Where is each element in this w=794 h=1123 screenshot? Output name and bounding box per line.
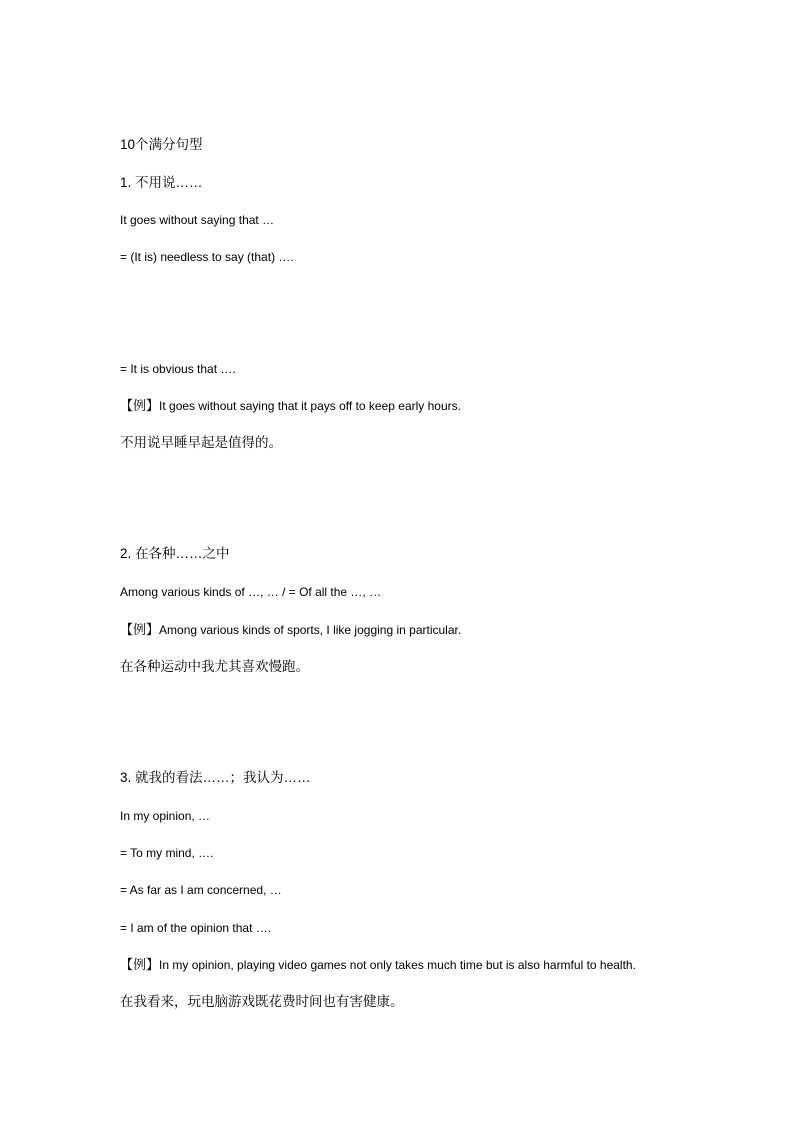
section-2-pattern-1: Among various kinds of …, … / = Of all the …, … <box>120 585 382 599</box>
section-3-example <box>120 956 636 974</box>
section-1-pattern-3: = It is obvious that …. <box>120 362 236 376</box>
section-1-example <box>120 397 461 415</box>
section-2-heading: 2. 在各种……之中 <box>120 546 230 561</box>
example-english: Among various kinds of sports, I like jogging in particular. <box>159 623 462 637</box>
section-3-heading: 3. 就我的看法……；我认为…… <box>120 770 311 785</box>
section-3-pattern-4: = I am of the opinion that …. <box>120 921 272 935</box>
section-1-heading: 1. 不用说…… <box>120 175 203 190</box>
example-english: It goes without saying that it pays off to keep early hours. <box>159 399 461 413</box>
section-3-pattern-1: In my opinion, … <box>120 809 211 823</box>
section-1-pattern-2: = (It is) needless to say (that) …. <box>120 250 294 264</box>
example-tag: 【例】 <box>120 622 160 637</box>
section-2-example-translation: 在各种运动中我尤其喜欢慢跑。 <box>120 659 309 674</box>
document-title: 10个满分句型 <box>120 137 203 152</box>
section-1-example-translation: 不用说早睡早起是值得的。 <box>120 435 282 450</box>
section-3-pattern-3: = As far as I am concerned, … <box>120 883 282 897</box>
section-2-example <box>120 621 461 639</box>
example-tag: 【例】 <box>120 957 160 972</box>
example-english: In my opinion, playing video games not only takes much time but is also harmful to health. <box>159 958 636 972</box>
example-tag: 【例】 <box>120 398 160 413</box>
section-3-pattern-2: = To my mind, …. <box>120 846 214 860</box>
section-3-example-translation: 在我看来，玩电脑游戏既花费时间也有害健康。 <box>120 994 404 1009</box>
section-1-pattern-1: It goes without saying that … <box>120 213 275 227</box>
